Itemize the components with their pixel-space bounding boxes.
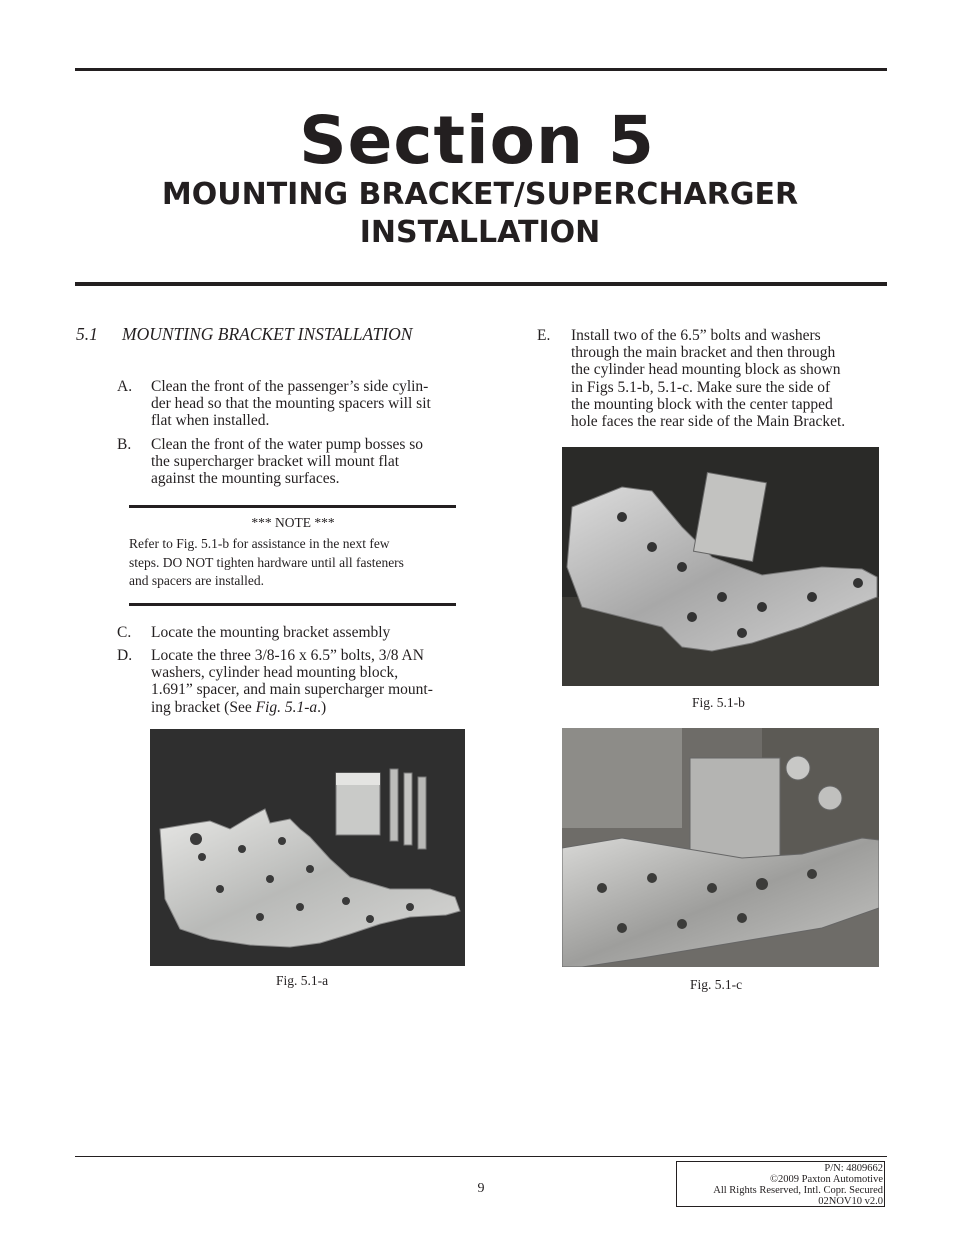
step-d [117, 647, 477, 719]
version: 02NOV10 v2.0 [818, 1196, 883, 1207]
step-b [117, 436, 477, 490]
step-letter: E. [537, 327, 551, 344]
step-line: through the main bracket and then through [571, 344, 836, 362]
footer-rule [75, 1156, 887, 1157]
note-line: Refer to Fig. 5.1-b for assistance in the next few [129, 536, 390, 551]
note-bottom-rule [129, 603, 456, 606]
step-line: Install two of the 6.5” bolts and washers [571, 327, 821, 344]
step-a [117, 378, 477, 432]
figure-5-1-a-caption: Fig. 5.1-a [276, 973, 329, 988]
step-letter: A. [117, 378, 133, 395]
step-line: against the mounting surfaces. [151, 470, 340, 488]
step-line: der head so that the mounting spacers will sit [151, 395, 431, 413]
note-top-rule [129, 505, 456, 508]
step-line: Clean the front of the passenger’s side cylin- [151, 378, 429, 395]
step-line: the cylinder head mounting block as shown [571, 361, 841, 379]
subsection-heading [76, 324, 412, 345]
figure-5-1-b-photo [562, 447, 879, 686]
step-line: Locate the three 3/8-16 x 6.5” bolts, 3/8 AN [151, 647, 424, 664]
subsection-title: MOUNTING BRACKET INSTALLATION [122, 324, 413, 344]
step-line: the supercharger bracket will mount flat [151, 453, 400, 471]
figure-5-1-c-caption: Fig. 5.1-c [690, 977, 743, 992]
page-number: 9 [477, 1181, 485, 1196]
step-line: hole faces the rear side of the Main Bracket. [571, 413, 846, 431]
step-line: in Figs 5.1-b, 5.1-c. Make sure the side of [571, 378, 831, 396]
rights-notice: All Rights Reserved, Intl. Copr. Secured [713, 1185, 883, 1196]
top-rule [75, 68, 887, 71]
step-c [117, 624, 477, 642]
figure-5-1-a-photo [150, 729, 465, 966]
section-subtitle [100, 176, 860, 252]
section-title: Section 5 [299, 102, 655, 179]
step-letter: C. [117, 624, 132, 641]
figure-5-1-b-caption: Fig. 5.1-b [692, 695, 745, 710]
note-line: steps. DO NOT tighten hardware until all fasteners [129, 554, 404, 570]
figure-reference: Fig. 5.1-a [255, 698, 318, 716]
step-line: Clean the front of the water pump bosses so [151, 436, 424, 453]
step-e [537, 327, 897, 432]
header-bottom-rule [75, 282, 887, 286]
note-title: *** NOTE *** [251, 515, 335, 530]
step-letter: D. [117, 647, 133, 664]
step-line-text: .) [317, 698, 327, 716]
subtitle-line-1: MOUNTING BRACKET/SUPERCHARGER [161, 177, 799, 212]
step-letter: B. [117, 436, 132, 453]
step-line: the mounting block with the center tapped [571, 395, 833, 413]
subsection-number: 5.1 [76, 324, 98, 344]
step-line-text: ing bracket (See [151, 698, 256, 716]
step-line: washers, cylinder head mounting block, [151, 664, 399, 682]
step-line [151, 699, 433, 716]
note-body [129, 535, 459, 591]
step-line: 1.691” spacer, and main supercharger mount- [151, 681, 433, 699]
step-line: Locate the mounting bracket assembly [151, 624, 391, 641]
part-number: P/N: 4809662 [824, 1163, 883, 1174]
note-line: and spacers are installed. [129, 573, 264, 589]
step-line: flat when installed. [151, 412, 270, 430]
subtitle-line-2: INSTALLATION [359, 215, 601, 250]
footer-info-box [676, 1161, 885, 1207]
figure-5-1-c-photo [562, 728, 879, 967]
copyright: ©2009 Paxton Automotive [770, 1174, 883, 1185]
